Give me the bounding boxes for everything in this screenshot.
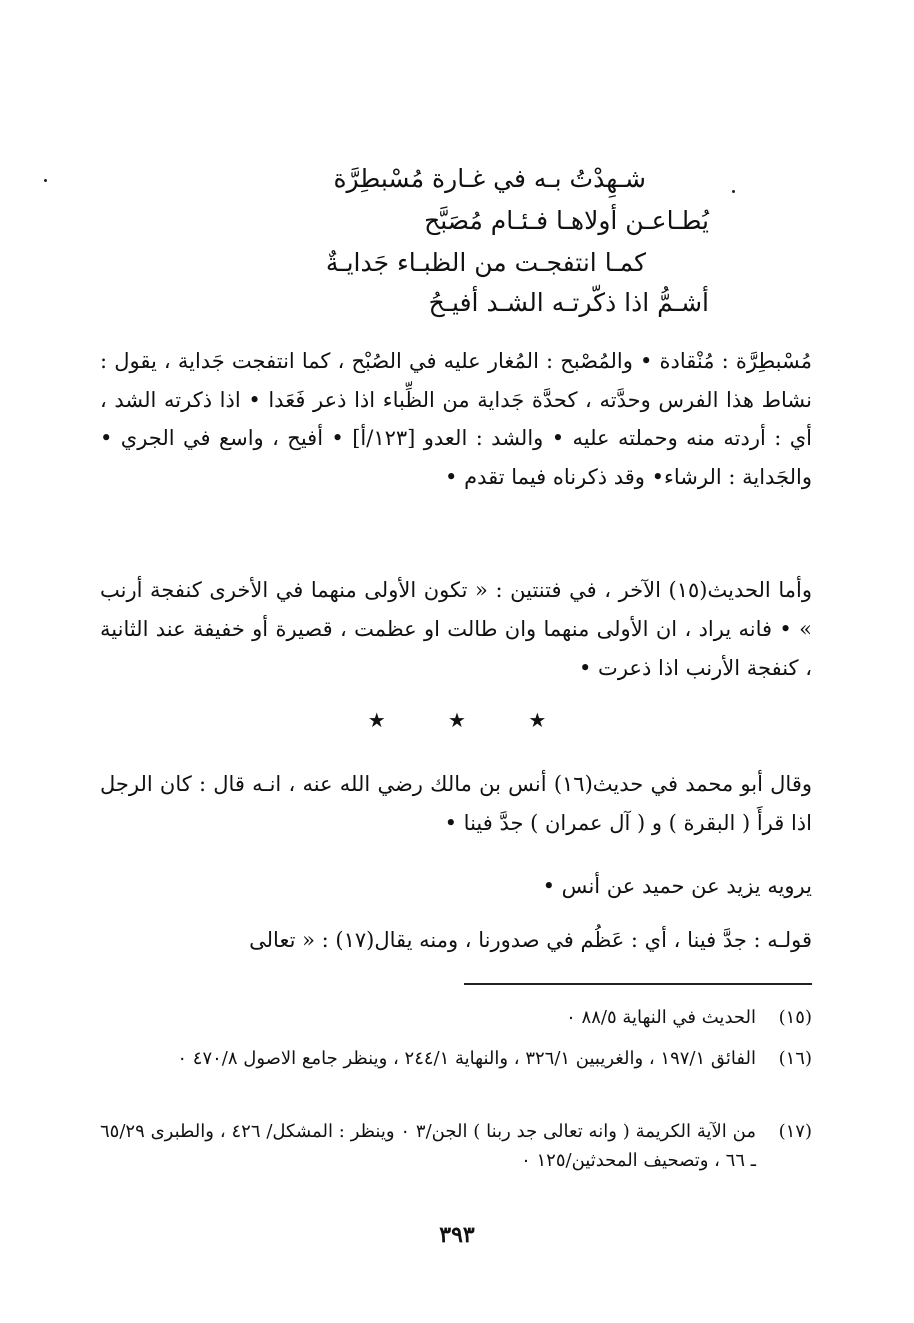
poem-verse-4: أشـمُّ اذا ذكّرتـه الشـد أفيـحُ xyxy=(428,288,709,317)
poem-verse-3: كمـا انتفجـت من الظبـاء جَدايـةٌ xyxy=(325,248,646,277)
narration-line: يرويه يزيد عن حميد عن أنس • xyxy=(542,874,812,898)
footnote-text: من الآية الكريمة ( وانه تعالى جد ربنا ) الجن/٣ ٠ وينظر : المشكل/ ٤٢٦ ، والطبرى ٦٥/٢٩ ـ ٦٦ ، وتصحيف المحدثين/١٢٥ ٠ xyxy=(100,1121,756,1171)
footnote-number: (١٧) xyxy=(778,1121,812,1142)
footnote-16 xyxy=(100,1044,812,1073)
footnote-number: (١٥) xyxy=(778,1007,812,1028)
page-number: ٣٩٣ xyxy=(439,1222,475,1248)
hadith-paragraph-15: وأما الحديث(١٥) الآخر ، في فتنتين : « تكون الأولى منهما في الأخرى كنفجة أرنب » • فانه يراد ، ان الأولى منهما وان طالت او عظمت ، قصيرة أو خفيفة عند الثانية ، كنفجة الأرنب اذا ذعرت • xyxy=(100,578,812,680)
footnote-divider xyxy=(464,983,812,985)
footnote-text: الفائق ١٩٧/١ ، والغريبين ٣٢٦/١ ، والنهاية ٢٤٤/١ ، وينظر جامع الاصول ٤٧٠/٨ ٠ xyxy=(177,1048,756,1069)
section-separator xyxy=(0,708,914,732)
star-icon: ★ xyxy=(528,708,547,732)
scan-speck xyxy=(44,179,47,182)
hadith-paragraph-16: وقال أبو محمد في حديث(١٦) أنس بن مالك رضي الله عنه ، انـه قال : كان الرجل اذا قرأَ ( البقرة ) و ( آل عمران ) جدَّ فينا • xyxy=(100,772,812,835)
explanation-paragraph: قولـه : جدَّ فينا ، أي : عَظُم في صدورنا ، ومنه يقال(١٧) : « تعالى xyxy=(249,928,812,952)
star-icon: ★ xyxy=(367,708,386,732)
footnote-number: (١٦) xyxy=(778,1048,812,1069)
poem-verse-1: شـهِدْتُ بـه في غـارة مُسْبطِرَّة xyxy=(333,164,646,193)
poem-verse-2: يُطـاعـن أولاهـا فـئـام مُصَبَّح xyxy=(424,206,709,235)
scan-speck xyxy=(732,190,735,193)
star-icon: ★ xyxy=(448,708,466,732)
footnote-text: الحديث في النهاية ٨٨/٥ ٠ xyxy=(566,1007,756,1028)
footnote-17 xyxy=(100,1117,812,1175)
commentary-paragraph-1: مُسْبطِرَّة : مُنْقادة • والمُصْبح : المُغار عليه في الصُبْح ، كما انتفجت جَداية ، يقول : نشاط هذا الفرس وحدَّته ، كحدَّة جَداية من الظِّباء اذا ذعر فَعَدا • اذا ذكرته الشد ، أي : أردته منه وحملته عليه • والشد : العدو [١٢٣/أ] • أفيح ، واسع في الجري • والجَداية : الرشاء• وقد ذكرناه فيما تقدم • xyxy=(100,349,813,489)
footnote-15 xyxy=(100,1003,812,1032)
